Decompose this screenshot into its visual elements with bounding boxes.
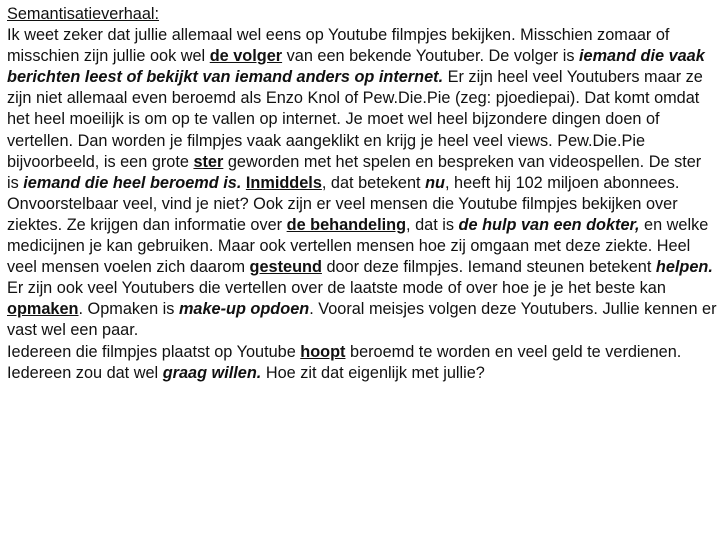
- text-run: , heeft hij 102 miljoen abonnees. Onvoorstelbaar veel, vind je niet? Ook zijn er veel mensen die Youtube filmpjes bekijken over ziektes. Ze krijgen dan informatie over: [7, 173, 680, 234]
- document-title: Semantisatieverhaal:: [7, 5, 160, 23]
- keyword-gesteund: gesteund: [249, 258, 322, 277]
- definition-behandeling: de hulp van een dokter,: [458, 215, 640, 234]
- definition-volger: iemand die vaak berichten leest of bekijkt van iemand anders op internet.: [7, 47, 705, 87]
- keyword-ster: ster: [193, 152, 224, 171]
- keyword-hoopt: hoopt: [300, 342, 346, 361]
- text-run: Iedereen die filmpjes plaatst op Youtube: [7, 342, 301, 361]
- keyword-de-volger: de volger: [209, 47, 283, 66]
- definition-inmiddels: nu: [425, 173, 445, 192]
- text-run: . Opmaken is: [78, 300, 179, 319]
- text-run: en welke medicijnen je kan gebruiken. Maar ook vertellen mensen hoe zij omgaan met deze ziekte. Heel veel mensen voelen zich daarom: [7, 215, 709, 277]
- text-run: , dat is: [406, 215, 459, 234]
- definition-ster: iemand die heel beroemd is.: [23, 173, 242, 192]
- text-run: beroemd te worden en veel geld te verdienen. Iedereen zou dat wel: [7, 342, 682, 382]
- definition-opmaken: make-up opdoen: [178, 300, 310, 319]
- paragraph-3: [7, 342, 717, 384]
- text-run: Hoe zit dat eigenlijk met jullie?: [261, 363, 485, 382]
- text-run: van een bekende Youtuber. De volger is: [282, 47, 579, 66]
- document-body: [7, 4, 717, 384]
- keyword-opmaken: opmaken: [7, 300, 79, 319]
- text-run: Er zijn ook veel Youtubers die vertellen over de laatste mode of over hoe je je het beste kan: [7, 279, 666, 298]
- definition-hopen: graag willen.: [162, 363, 262, 382]
- keyword-de-behandeling: de behandeling: [286, 215, 407, 234]
- text-run: , dat betekent: [321, 173, 426, 192]
- text-run: door deze filmpjes. Iemand steunen betekent: [321, 258, 656, 277]
- text-run: Ik weet zeker dat jullie allemaal wel eens op Youtube filmpjes bekijken. Misschien zomaar of misschien zijn jullie ook wel: [7, 26, 670, 66]
- text-run: . Vooral meisjes volgen deze Youtubers. Jullie kennen er vast wel een paar.: [7, 300, 717, 340]
- definition-steunen: helpen.: [655, 258, 713, 277]
- text-run: Er zijn heel veel Youtubers maar ze zijn niet allemaal even beroemd als Enzo Knol of Pew.Die.Pie (zeg: pjoediepai). Dat komt omdat het heel moeilijk is om op te vallen op internet. Je moet wel heel bijzondere dingen doen of vertellen. Dan worden je filmpjes vaak aangeklikt en krijg je heel veel views. Pew.Die.Pie bijvoorbeeld, is een grote: [7, 68, 703, 171]
- paragraph-1: [7, 25, 717, 278]
- keyword-inmiddels: Inmiddels: [245, 173, 322, 192]
- paragraph-2: [7, 278, 717, 341]
- text-run: geworden met het spelen en bespreken van videospellen. De ster is: [7, 152, 702, 192]
